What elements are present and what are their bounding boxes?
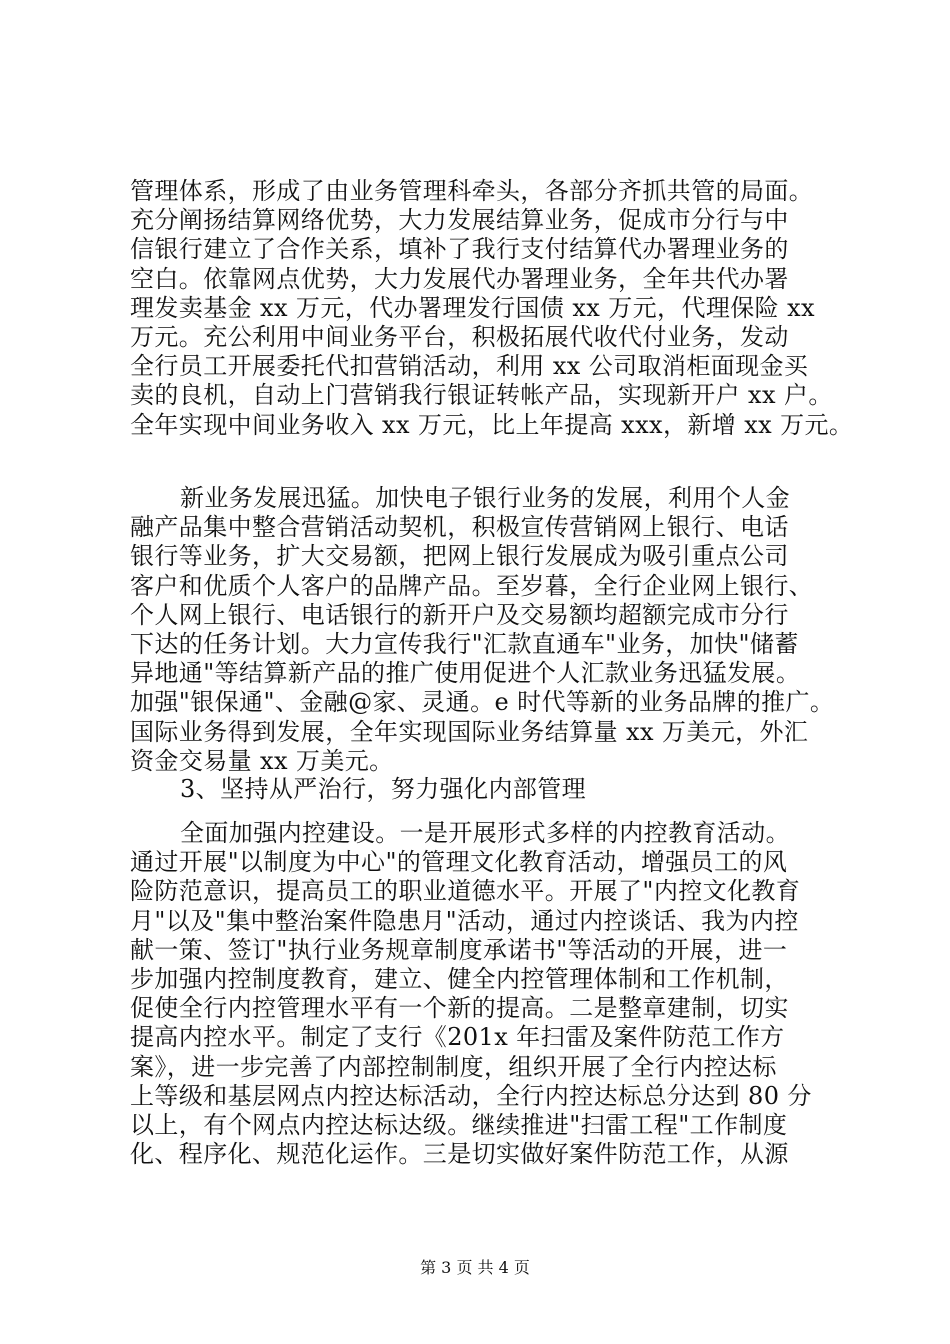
paragraph-line: 险防范意识，提高员工的职业道德水平。开展了"内控文化教育 — [130, 877, 801, 906]
paragraph-line: 通过开展"以制度为中心"的管理文化教育活动，增强员工的风 — [130, 848, 788, 877]
paragraph-line: 案》，进一步完善了内部控制制度，组织开展了全行内控达标 — [130, 1052, 777, 1081]
paragraph-line: 充分阐扬结算网络优势，大力发展结算业务，促成市分行与中 — [130, 206, 789, 235]
paragraph-line: 上等级和基层网点内控达标活动，全行内控达标总分达到 80 分 — [130, 1081, 812, 1110]
paragraph-line: 全年实现中间业务收入 xx 万元，比上年提高 xxx，新增 xx 万元。 — [130, 410, 854, 439]
paragraph-line: 新业务发展迅猛。加快电子银行业务的发展，利用个人金 — [180, 484, 790, 512]
paragraph-line: 献一策、签订"执行业务规章制度承诺书"等活动的开展，进一 — [130, 935, 788, 964]
paragraph-line: 银行等业务，扩大交易额，把网上银行发展成为吸引重点公司 — [130, 542, 789, 571]
paragraph-line: 异地通"等结算新产品的推广使用促进个人汇款业务迅猛发展。 — [130, 659, 801, 688]
paragraph-line: 促使全行内控管理水平有一个新的提高。二是整章建制，切实 — [130, 994, 789, 1023]
paragraph-line: 个人网上银行、电话银行的新开户及交易额均超额完成市分行 — [130, 600, 789, 629]
paragraph-new-business — [130, 484, 835, 776]
paragraph-line: 化、程序化、规范化运作。三是切实做好案件防范工作，从源 — [130, 1140, 789, 1169]
paragraph-line: 卖的良机，自动上门营销我行银证转帐产品，实现新开户 xx 户。 — [130, 381, 833, 410]
paragraph-line: 客户和优质个人客户的品牌产品。至岁暮，全行企业网上银行、 — [130, 571, 814, 600]
paragraph-line: 全行员工开展委托代扣营销活动，利用 xx 公司取消柜面现金买 — [130, 352, 809, 381]
paragraph-line: 以上，有个网点内控达标达级。继续推进"扫雷工程"工作制度 — [130, 1110, 788, 1139]
section-heading-block — [130, 775, 830, 804]
paragraph-line: 下达的任务计划。大力宣传我行"汇款直通车"业务，加快"储蓄 — [130, 629, 799, 658]
paragraph-line: 管理体系，形成了由业务管理科牵头，各部分齐抓共管的局面。 — [130, 177, 814, 205]
paragraph-line: 理发卖基金 xx 万元，代办署理发行国债 xx 万元，代理保险 xx — [130, 293, 815, 322]
paragraph-line: 提高内控水平。制定了支行《201x 年扫雷及案件防范工作方 — [130, 1023, 785, 1052]
paragraph-line: 资金交易量 xx 万美元。 — [130, 746, 394, 775]
paragraph-line: 空白。依靠网点优势，大力发展代办署理业务，全年共代办署 — [130, 264, 789, 293]
paragraph-line: 加强"银保通"、金融@家、灵通。e 时代等新的业务品牌的推广。 — [130, 688, 835, 717]
paragraph-line: 月"以及"集中整治案件隐患月"活动，通过内控谈话、我为内控 — [130, 906, 799, 935]
paragraph-line: 融产品集中整合营销活动契机，积极宣传营销网上银行、电话 — [130, 513, 789, 542]
paragraph-internal-control — [130, 819, 830, 1169]
section-heading: 3、坚持从严治行，努力强化内部管理 — [180, 775, 587, 803]
paragraph-intermediate-business — [130, 177, 854, 440]
paragraph-line: 步加强内控制度教育，建立、健全内控管理体制和工作机制， — [130, 964, 789, 993]
paragraph-line: 全面加强内控建设。一是开展形式多样的内控教育活动。 — [180, 819, 790, 847]
page-number-footer: 第 3 页 共 4 页 — [420, 1258, 530, 1277]
paragraph-line: 国际业务得到发展，全年实现国际业务结算量 xx 万美元，外汇 — [130, 717, 809, 746]
paragraph-line: 万元。充公利用中间业务平台，积极拓展代收代付业务，发动 — [130, 322, 789, 351]
paragraph-line: 信银行建立了合作关系，填补了我行支付结算代办署理业务的 — [130, 235, 789, 264]
